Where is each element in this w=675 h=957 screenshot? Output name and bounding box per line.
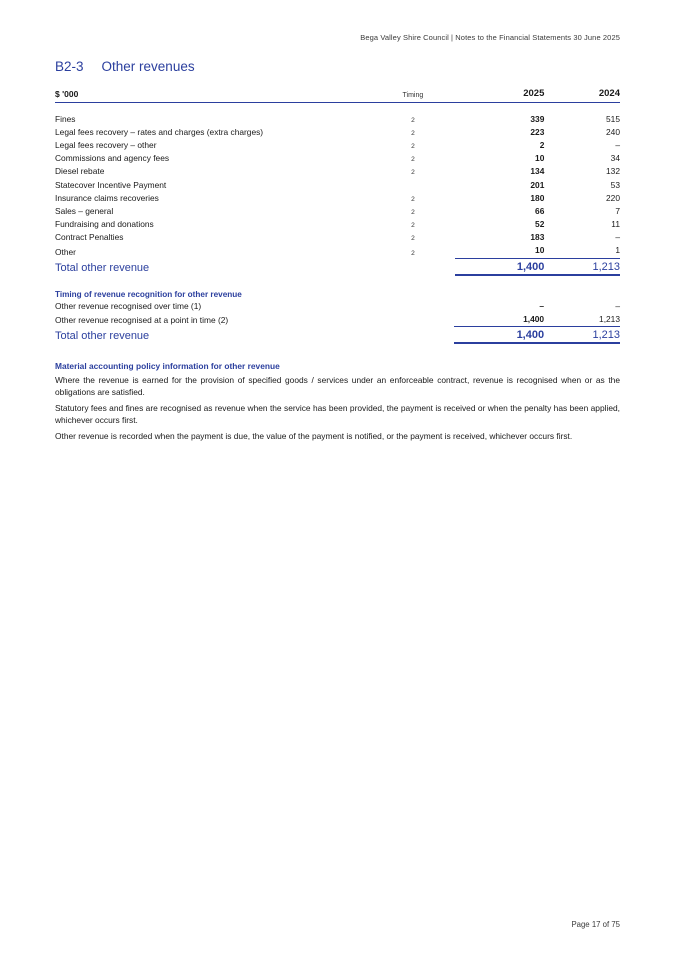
row-label: Other: [55, 246, 76, 257]
row-value-2024: 7: [615, 205, 620, 216]
page-header: Bega Valley Shire Council | Notes to the Financial Statements 30 June 2025: [360, 33, 620, 42]
row-value-2025: –: [539, 300, 545, 311]
total-label: Total other revenue: [55, 261, 150, 274]
row-timing: 2: [411, 195, 415, 203]
row-timing: [371, 178, 455, 191]
table-row: [55, 138, 620, 151]
table-row: [55, 125, 620, 138]
page-footer: Page 17 of 75: [571, 920, 620, 929]
row-value-2025: 180: [530, 192, 545, 203]
row-timing: 2: [411, 208, 415, 216]
total-timing: [371, 327, 454, 344]
table-row: [55, 218, 620, 231]
timing-section-heading: Timing of revenue recognition for other revenue: [55, 289, 242, 299]
row-timing: 2: [411, 156, 415, 164]
row-label: Fundraising and donations: [55, 219, 154, 230]
section-number: B2-3: [55, 59, 84, 74]
row-timing: 2: [411, 129, 415, 137]
row-value-2024: 220: [606, 192, 620, 203]
row-value-2024: 11: [611, 219, 620, 230]
column-header-2024: 2024: [544, 88, 620, 103]
row-value-2025: 339: [530, 113, 545, 124]
row-label: Insurance claims recoveries: [55, 192, 159, 203]
total-row: [55, 327, 620, 344]
row-label: Fines: [55, 113, 76, 124]
policy-paragraph: Where the revenue is earned for the provision of specified goods / services under an enforceable contract, revenue is recognised when or as the obligations are satisfied.: [55, 375, 620, 398]
row-value-2025: 183: [530, 232, 545, 243]
row-timing: [371, 312, 454, 327]
row-label: Statecover Incentive Payment: [55, 179, 167, 190]
row-value-2024: 515: [606, 113, 620, 124]
row-timing: 2: [411, 169, 415, 177]
spacer-row: [55, 103, 620, 113]
row-timing: 2: [411, 222, 415, 230]
table-row: [55, 244, 620, 259]
total-value-2024: 1,213: [544, 327, 620, 344]
column-header-timing: Timing: [371, 88, 455, 103]
row-value-2024: 34: [610, 153, 620, 164]
row-value-2025: 134: [530, 166, 545, 177]
policy-paragraph: Other revenue is recorded when the payment is due, the value of the payment is notified, or the payment is received, whichever occurs first.: [55, 430, 573, 441]
section-title-text: Other revenues: [101, 59, 195, 74]
row-value-2025: 201: [530, 179, 545, 190]
total-row: [55, 258, 620, 275]
column-header-label: $ '000: [55, 88, 371, 103]
timing-section-heading-row: [55, 290, 620, 299]
section-heading: [55, 59, 620, 74]
policy-heading: Material accounting policy information for other revenue: [55, 361, 280, 372]
table-row: [55, 231, 620, 244]
row-value-2024: –: [615, 139, 620, 150]
table-row: [55, 112, 620, 125]
row-label: Legal fees recovery – rates and charges (extra charges): [55, 126, 264, 137]
row-value-2024: –: [615, 232, 620, 243]
row-label: Commissions and agency fees: [55, 153, 170, 164]
row-timing: 2: [411, 142, 415, 150]
row-label: Other revenue recognised at a point in time (2): [55, 315, 229, 326]
row-value-2024: 1,213: [544, 312, 620, 327]
row-value-2025: 52: [535, 219, 545, 230]
row-value-2025: 2: [539, 139, 545, 150]
table-row: [55, 191, 620, 204]
row-value-2025: 66: [535, 205, 545, 216]
row-value-2024: 53: [610, 179, 620, 190]
row-timing: 2: [411, 249, 415, 257]
total-value-2025: 1,400: [455, 258, 544, 275]
row-value-2025: 10: [535, 153, 545, 164]
row-timing: [371, 299, 454, 312]
row-value-2024: 132: [606, 166, 620, 177]
row-timing: 2: [411, 116, 415, 124]
row-value-2025: 10: [455, 244, 544, 259]
policy-paragraph: Statutory fees and fines are recognised as revenue when the service has been provided, the payment is received or when the penalty has been applied, whichever occurs first.: [55, 403, 620, 426]
row-label: Sales – general: [55, 205, 114, 216]
total-label: Total other revenue: [55, 330, 150, 343]
row-value-2024: 1: [544, 244, 620, 259]
row-value-2024: 240: [606, 126, 620, 137]
table-row: [55, 299, 620, 312]
other-revenues-table: [55, 88, 620, 276]
total-value-2025: 1,400: [454, 327, 544, 344]
row-value-2025: 1,400: [454, 312, 544, 327]
timing-of-revenue-table: [55, 290, 620, 344]
row-value-2025: 223: [530, 126, 545, 137]
table-row: [55, 152, 620, 165]
row-label: Diesel rebate: [55, 166, 105, 177]
table-header-row: [55, 88, 620, 103]
total-value-2024: 1,213: [544, 258, 620, 275]
row-label: Legal fees recovery – other: [55, 139, 157, 150]
table-row: [55, 312, 620, 327]
table-row: [55, 165, 620, 178]
table-row: [55, 204, 620, 217]
row-value-2024: –: [615, 300, 620, 311]
total-timing: [371, 258, 455, 275]
row-label: Other revenue recognised over time (1): [55, 300, 202, 311]
row-timing: 2: [411, 235, 415, 243]
column-header-2025: 2025: [455, 88, 544, 103]
row-label: Contract Penalties: [55, 232, 124, 243]
table-row: [55, 178, 620, 191]
